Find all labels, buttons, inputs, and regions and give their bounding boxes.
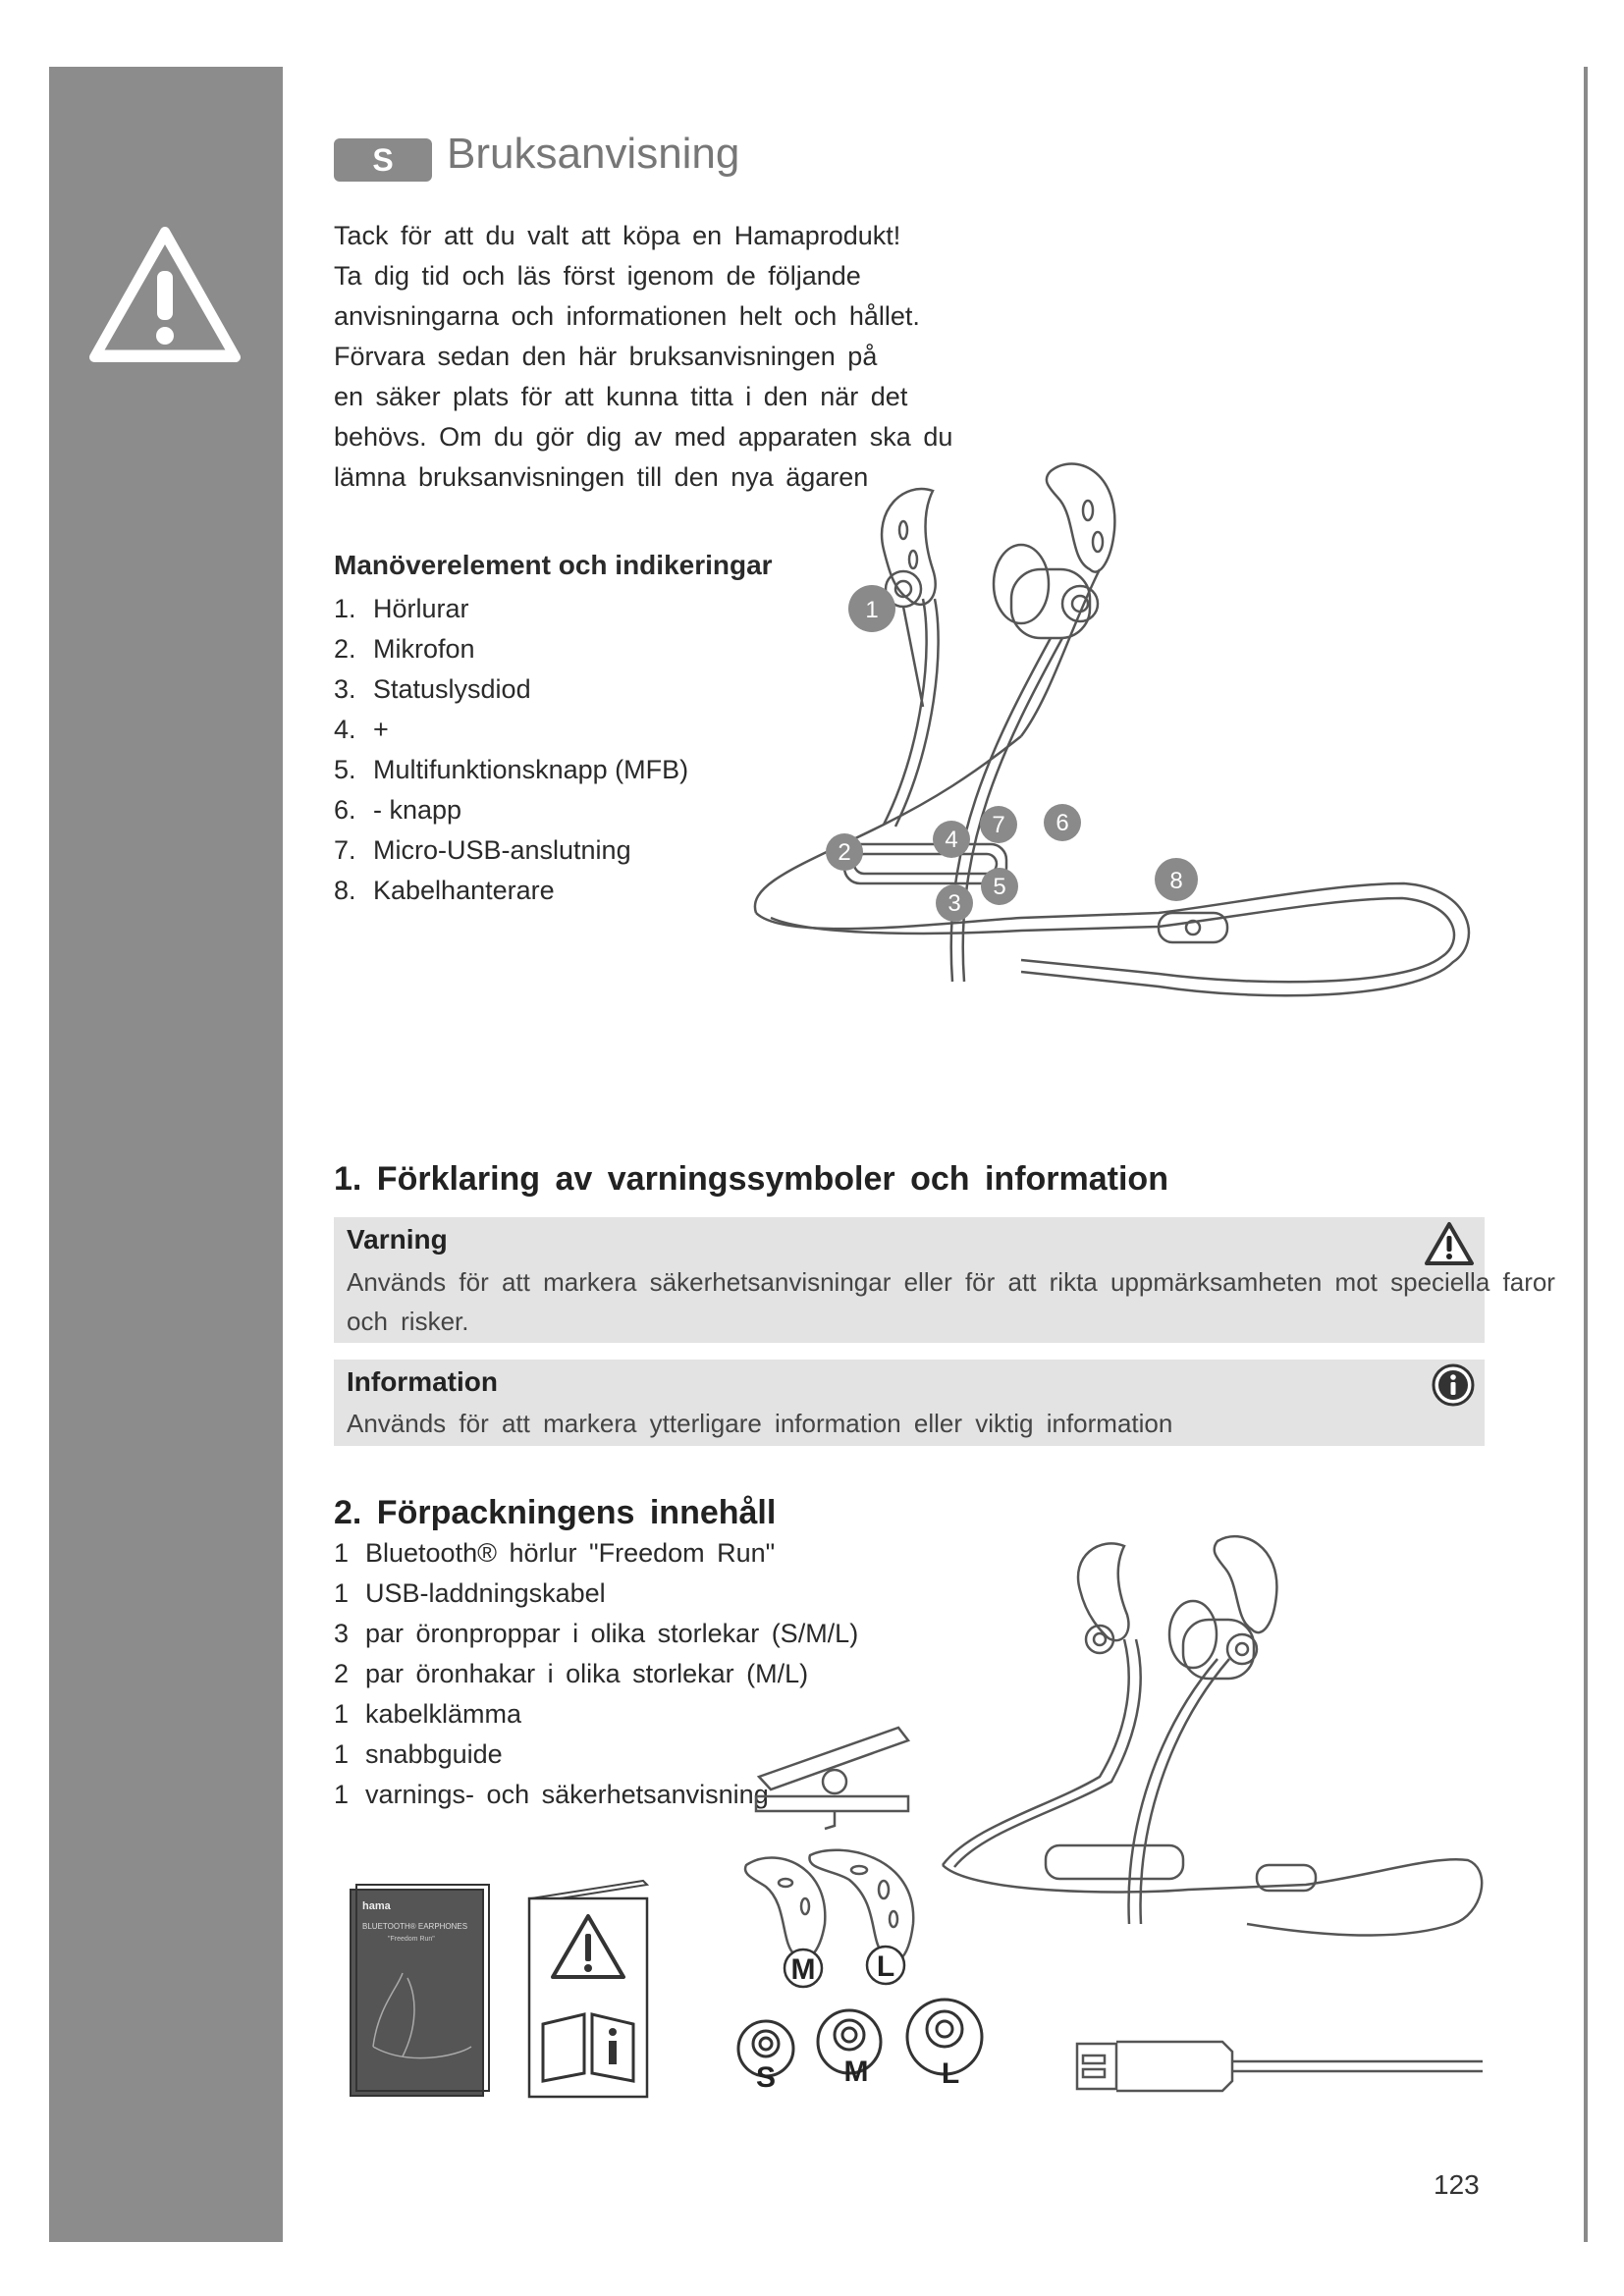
list-item (334, 750, 688, 790)
grey-sidebar (49, 67, 283, 2242)
usb-cable-illustration (1075, 2032, 1488, 2101)
warning-title: Varning (347, 1224, 448, 1255)
warning-box (334, 1217, 1555, 1343)
booklet-subtitle: "Freedom Run" (388, 1936, 435, 1943)
earphones-package-illustration (933, 1531, 1492, 1944)
callout-label: 4 (945, 827, 958, 853)
list-number: 4. (334, 715, 356, 744)
item-text: snabbguide (365, 1739, 503, 1769)
intro-line: en säker plats för att kunna titta i den när det (334, 382, 908, 411)
controls-list (334, 589, 688, 911)
list-item (334, 1614, 858, 1654)
safety-booklet-illustration (525, 1877, 653, 2101)
list-label: Hörlurar (373, 594, 469, 623)
item-quantity: 1 (334, 1780, 350, 1809)
item-quantity: 2 (334, 1659, 350, 1688)
size-label: S (755, 2061, 777, 2094)
list-number: 1. (334, 594, 356, 623)
size-label: L (941, 2057, 960, 2090)
quick-guide-booklet-illustration (349, 1880, 491, 2101)
controls-heading: Manöverelement och indikeringar (334, 550, 773, 580)
list-label: Kabelhanterare (373, 876, 555, 905)
list-number: 5. (334, 755, 356, 784)
intro-line: anvisningarna och informationen helt och hållet. (334, 301, 920, 331)
intro-line: Förvara sedan den här bruksanvisningen på (334, 342, 878, 371)
section-heading-package: 2. Förpackningens innehåll (334, 1494, 777, 1531)
list-item (334, 1654, 858, 1694)
item-text: USB-laddningskabel (365, 1578, 606, 1608)
booklet-brand: hama (362, 1900, 391, 1912)
language-badge: S (334, 138, 432, 182)
item-text: kabelklämma (365, 1699, 522, 1729)
size-label: L (876, 1950, 895, 1983)
list-label: Multifunktionsknapp (MFB) (373, 755, 689, 784)
right-margin-rule (1584, 67, 1588, 2242)
item-text: Bluetooth® hörlur "Freedom Run" (365, 1538, 776, 1568)
warning-text: Används för att markera säkerhetsanvisningar eller för att rikta uppmärksamheten mot speciella faror (347, 1267, 1555, 1297)
list-item (334, 1533, 858, 1574)
callout-label: 3 (947, 890, 961, 917)
callout-label: 8 (1169, 868, 1183, 894)
info-circle-icon (1432, 1363, 1475, 1407)
callout-label: 2 (838, 839, 851, 866)
warning-text: och risker. (347, 1307, 469, 1336)
intro-line: Ta dig tid och läs först igenom de följande (334, 261, 861, 291)
list-item (334, 871, 688, 911)
size-label: M (790, 1953, 816, 1986)
list-number: 2. (334, 634, 356, 664)
information-text: Används för att markera ytterligare information eller viktig information (347, 1409, 1173, 1438)
ear-hooks-and-tips-illustration (736, 1845, 997, 2096)
cable-clip-illustration (751, 1723, 918, 1836)
item-quantity: 1 (334, 1538, 350, 1568)
intro-line: lämna bruksanvisningen till den nya ägaren (334, 462, 869, 492)
list-item (334, 710, 688, 750)
list-item (334, 790, 688, 830)
item-text: varnings- och säkerhetsanvisning (365, 1780, 769, 1809)
intro-line: behövs. Om du gör dig av med apparaten ska du (334, 422, 953, 452)
list-label: + (373, 715, 389, 744)
list-item (334, 1574, 858, 1614)
size-label: M (843, 2056, 869, 2088)
callout-label: 6 (1056, 810, 1069, 836)
item-quantity: 1 (334, 1578, 350, 1608)
list-number: 3. (334, 674, 356, 704)
page-title: Bruksanvisning (447, 130, 740, 178)
list-item (334, 629, 688, 669)
information-box (334, 1360, 1485, 1446)
callout-label: 5 (993, 874, 1006, 900)
item-quantity: 1 (334, 1739, 350, 1769)
item-quantity: 3 (334, 1619, 350, 1648)
information-title: Information (347, 1366, 498, 1397)
list-number: 8. (334, 876, 356, 905)
warning-triangle-icon (86, 224, 244, 366)
page-number: 123 (1434, 2169, 1480, 2200)
booklet-title: BLUETOOTH® EARPHONES (362, 1922, 468, 1931)
item-quantity: 1 (334, 1699, 350, 1729)
list-label: Mikrofon (373, 634, 475, 664)
list-number: 7. (334, 835, 356, 865)
section-heading-warnings: 1. Förklaring av varningssymboler och information (334, 1160, 1168, 1198)
list-item (334, 830, 688, 871)
list-item (334, 589, 688, 629)
item-text: par öronproppar i olika storlekar (S/M/L) (365, 1619, 859, 1648)
intro-line: Tack för att du valt att köpa en Hamaprodukt! (334, 221, 901, 250)
list-number: 6. (334, 795, 356, 825)
list-label: Statuslysdiod (373, 674, 531, 704)
earphones-illustration (727, 452, 1492, 1050)
callout-label: 7 (992, 812, 1005, 838)
list-label: Micro-USB-anslutning (373, 835, 631, 865)
warning-triangle-icon (1424, 1221, 1475, 1266)
list-item (334, 669, 688, 710)
callout-label: 1 (865, 597, 879, 623)
item-text: par öronhakar i olika storlekar (M/L) (365, 1659, 809, 1688)
list-label: - knapp (373, 795, 462, 825)
